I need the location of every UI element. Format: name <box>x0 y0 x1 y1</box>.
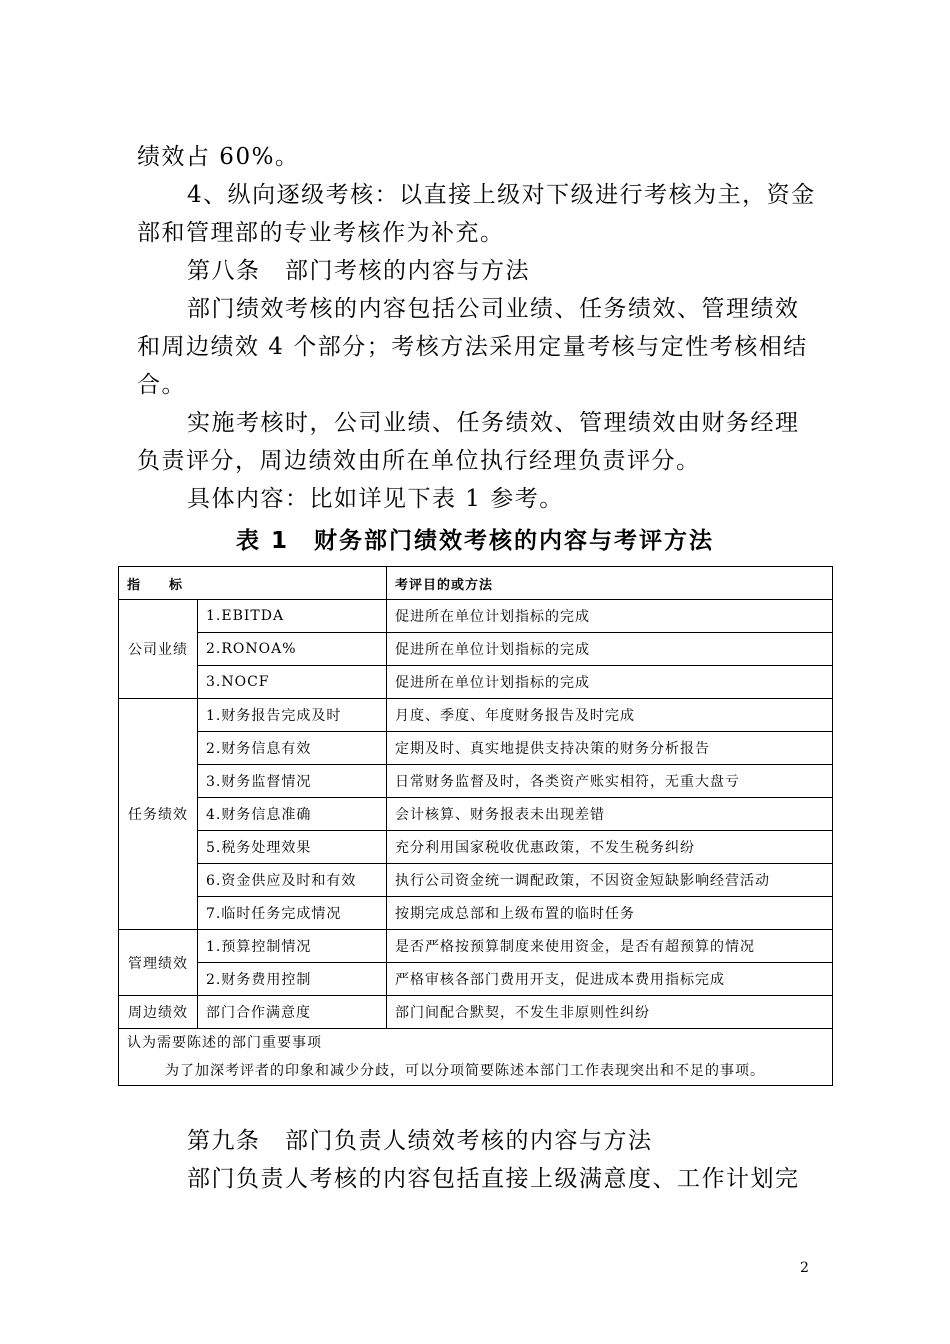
method-cell: 是否严格按预算制度来使用资金，是否有超预算的情况 <box>387 930 833 963</box>
method-cell: 部门间配合默契，不发生非原则性纠纷 <box>387 996 833 1029</box>
table-row <box>119 732 833 765</box>
table-row <box>119 996 833 1029</box>
table-row <box>119 930 833 963</box>
method-cell: 月度、季度、年度财务报告及时完成 <box>387 699 833 732</box>
notes-cell <box>119 1029 833 1086</box>
indicator-cell: 3.NOCF <box>198 666 387 699</box>
notes-title: 认为需要陈述的部门重要事项 <box>127 1035 322 1051</box>
table-row <box>119 897 833 930</box>
table-row <box>119 831 833 864</box>
table-row <box>119 798 833 831</box>
header-method: 考评目的或方法 <box>387 567 833 600</box>
page-number: 2 <box>800 1260 809 1276</box>
indicator-cell: 1.财务报告完成及时 <box>198 699 387 732</box>
method-cell: 充分利用国家税收优惠政策，不发生税务纠纷 <box>387 831 833 864</box>
paragraph: 实施考核时，公司业绩、任务绩效、管理绩效由财务经理负责评分，周边绩效由所在单位执行经理负责评分。 <box>137 410 800 474</box>
table-row <box>119 699 833 732</box>
method-cell: 日常财务监督及时，各类资产账实相符，无重大盘亏 <box>387 765 833 798</box>
indicator-cell: 1.EBITDA <box>198 600 387 633</box>
indicator-cell: 3.财务监督情况 <box>198 765 387 798</box>
category-cell: 公司业绩 <box>119 600 198 699</box>
table-row <box>119 864 833 897</box>
indicator-cell: 7.临时任务完成情况 <box>198 897 387 930</box>
method-cell: 会计核算、财务报表未出现差错 <box>387 798 833 831</box>
table-row <box>119 600 833 633</box>
table-row <box>119 765 833 798</box>
method-cell: 促进所在单位计划指标的完成 <box>387 666 833 699</box>
category-cell: 任务绩效 <box>119 699 198 930</box>
table-row <box>119 963 833 996</box>
category-cell: 周边绩效 <box>119 996 198 1029</box>
article-heading: 第九条 部门负责人绩效考核的内容与方法 <box>187 1128 653 1154</box>
table-row <box>119 633 833 666</box>
indicator-cell: 部门合作满意度 <box>198 996 387 1029</box>
paragraph: 4、纵向逐级考核：以直接上级对下级进行考核为主，资金部和管理部的专业考核作为补充。 <box>137 182 816 246</box>
paragraph: 部门绩效考核的内容包括公司业绩、任务绩效、管理绩效和周边绩效 4 个部分；考核方法采用定量考核与定性考核相结合。 <box>137 296 808 398</box>
method-cell: 促进所在单位计划指标的完成 <box>387 633 833 666</box>
body-text-top <box>137 138 817 518</box>
indicator-cell: 4.财务信息准确 <box>198 798 387 831</box>
table-title: 表 1 财务部门绩效考核的内容与考评方法 <box>235 528 714 554</box>
indicator-cell: 1.预算控制情况 <box>198 930 387 963</box>
notes-row <box>119 1029 833 1086</box>
method-cell: 定期及时、真实地提供支持决策的财务分析报告 <box>387 732 833 765</box>
category-cell: 管理绩效 <box>119 930 198 996</box>
indicator-cell: 2.RONOA% <box>198 633 387 666</box>
paragraph: 部门负责人考核的内容包括直接上级满意度、工作计划完 <box>187 1166 800 1192</box>
indicator-cell: 2.财务信息有效 <box>198 732 387 765</box>
indicator-cell: 6.资金供应及时和有效 <box>198 864 387 897</box>
method-cell: 执行公司资金统一调配政策，不因资金短缺影响经营活动 <box>387 864 833 897</box>
table-header-row <box>119 567 833 600</box>
body-text-bottom <box>137 1122 817 1198</box>
paragraph: 绩效占 60%。 <box>137 144 300 170</box>
method-cell: 严格审核各部门费用开支，促进成本费用指标完成 <box>387 963 833 996</box>
article-heading: 第八条 部门考核的内容与方法 <box>187 258 530 284</box>
performance-table <box>118 566 833 1086</box>
method-cell: 促进所在单位计划指标的完成 <box>387 600 833 633</box>
header-indicator: 指 标 <box>119 567 387 600</box>
table-row <box>119 666 833 699</box>
indicator-cell: 2.财务费用控制 <box>198 963 387 996</box>
paragraph: 具体内容：比如详见下表 1 参考。 <box>187 486 564 512</box>
notes-body: 为了加深考评者的印象和减少分歧，可以分项简要陈述本部门工作表现突出和不足的事项。 <box>165 1063 765 1079</box>
indicator-cell: 5.税务处理效果 <box>198 831 387 864</box>
method-cell: 按期完成总部和上级布置的临时任务 <box>387 897 833 930</box>
